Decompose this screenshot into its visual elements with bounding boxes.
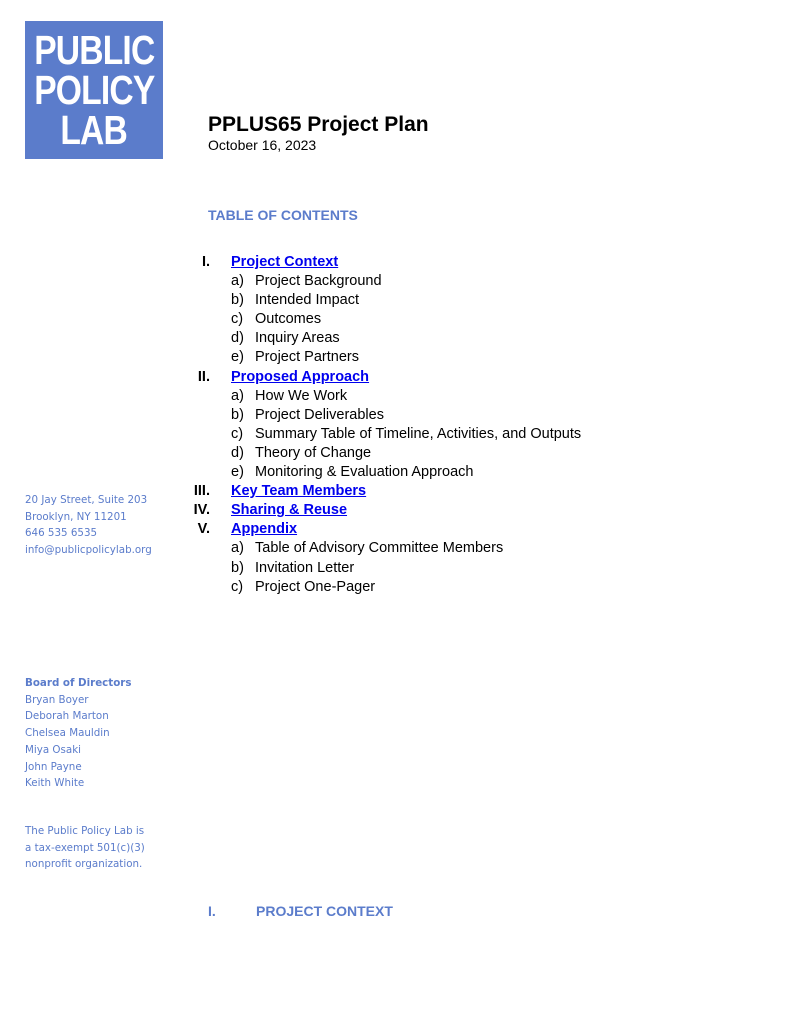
note-line: nonprofit organization. [25, 858, 143, 871]
toc-item-text: How We Work [255, 387, 348, 404]
toc-item-text: Project Background [255, 273, 382, 290]
logo-line: POLICY [33, 67, 155, 113]
document-date: October 16, 2023 [208, 137, 317, 153]
toc-section-number: V. [197, 521, 210, 538]
board-of-directors [25, 675, 132, 792]
toc-item-row [185, 348, 665, 367]
toc-item-letter: d) [231, 330, 244, 347]
toc-item-text: Monitoring & Evaluation Approach [255, 464, 474, 481]
board-member: Chelsea Mauldin [25, 727, 110, 740]
toc-section-row [185, 253, 665, 272]
phone: 646 535 6535 [25, 527, 98, 540]
toc-item-letter: c) [231, 311, 244, 328]
toc-item-row [185, 272, 665, 291]
public-policy-lab-logo [25, 21, 163, 159]
toc-item-row [185, 310, 665, 329]
toc-item-row [185, 539, 665, 558]
toc-item-row [185, 444, 665, 463]
toc-section-number: I. [201, 254, 210, 270]
toc-item-row [185, 406, 665, 425]
toc-section-row [185, 368, 665, 387]
toc-section-number: IV. [193, 502, 210, 519]
toc-section-link[interactable]: Key Team Members [231, 483, 367, 500]
toc-item-row [185, 291, 665, 310]
board-member: John Payne [25, 760, 82, 773]
logo-line: PUBLIC [33, 27, 155, 73]
toc-item-text: Outcomes [255, 311, 322, 328]
toc-item-text: Intended Impact [255, 292, 359, 309]
section-heading-number: I. [208, 903, 216, 919]
note-line: a tax-exempt 501(c)(3) [25, 841, 145, 854]
toc-item-text: Project Deliverables [255, 406, 384, 423]
board-member: Deborah Marton [25, 710, 109, 723]
toc-item-letter: b) [231, 406, 244, 423]
table-of-contents [185, 253, 665, 597]
toc-item-text: Table of Advisory Committee Members [255, 540, 504, 557]
toc-section-link[interactable]: Project Context [231, 254, 339, 270]
toc-item-text: Theory of Change [255, 444, 372, 461]
toc-item-text: Inquiry Areas [255, 330, 340, 347]
toc-item-letter: b) [231, 559, 244, 576]
toc-item-row [185, 387, 665, 406]
toc-section-link[interactable]: Proposed Approach [231, 368, 370, 385]
board-heading: Board of Directors [25, 677, 132, 689]
toc-item-row [185, 329, 665, 348]
toc-item-text: Project One-Pager [255, 578, 376, 595]
toc-item-letter: a) [231, 387, 244, 404]
nonprofit-note [25, 823, 145, 873]
board-member: Keith White [25, 777, 85, 790]
toc-section-number: III. [193, 483, 210, 500]
logo-line: LAB [60, 107, 128, 153]
toc-section-link[interactable]: Sharing & Reuse [231, 502, 348, 519]
toc-item-text: Project Partners [255, 349, 359, 366]
toc-item-text: Invitation Letter [255, 559, 355, 576]
toc-item-letter: c) [231, 425, 244, 442]
toc-item-letter: c) [231, 578, 244, 595]
toc-item-row [185, 425, 665, 444]
toc-item-row [185, 463, 665, 482]
contact-address [25, 492, 152, 559]
toc-item-letter: d) [231, 444, 244, 461]
email: info@publicpolicylab.org [25, 544, 152, 557]
toc-section-row [185, 520, 665, 539]
address-line: 20 Jay Street, Suite 203 [25, 494, 148, 506]
address-line: Brooklyn, NY 11201 [25, 510, 127, 523]
toc-item-letter: b) [231, 292, 244, 309]
note-line: The Public Policy Lab is [25, 825, 145, 837]
toc-section-link[interactable]: Appendix [231, 521, 298, 538]
toc-item-letter: a) [231, 273, 244, 290]
toc-item-text: Summary Table of Timeline, Activities, and Outputs [255, 425, 582, 442]
toc-item-letter: e) [231, 464, 244, 481]
toc-item-row [185, 578, 665, 597]
section-heading-title: PROJECT CONTEXT [256, 903, 393, 919]
toc-item-letter: e) [231, 349, 244, 366]
toc-item-letter: a) [231, 540, 244, 557]
toc-heading: TABLE OF CONTENTS [208, 207, 358, 223]
toc-item-row [185, 559, 665, 578]
toc-section-number: II. [197, 368, 210, 385]
document-title: PPLUS65 Project Plan [208, 113, 429, 136]
toc-section-row [185, 482, 665, 501]
board-member: Bryan Boyer [25, 693, 89, 706]
board-member: Miya Osaki [25, 743, 82, 756]
toc-section-row [185, 501, 665, 520]
